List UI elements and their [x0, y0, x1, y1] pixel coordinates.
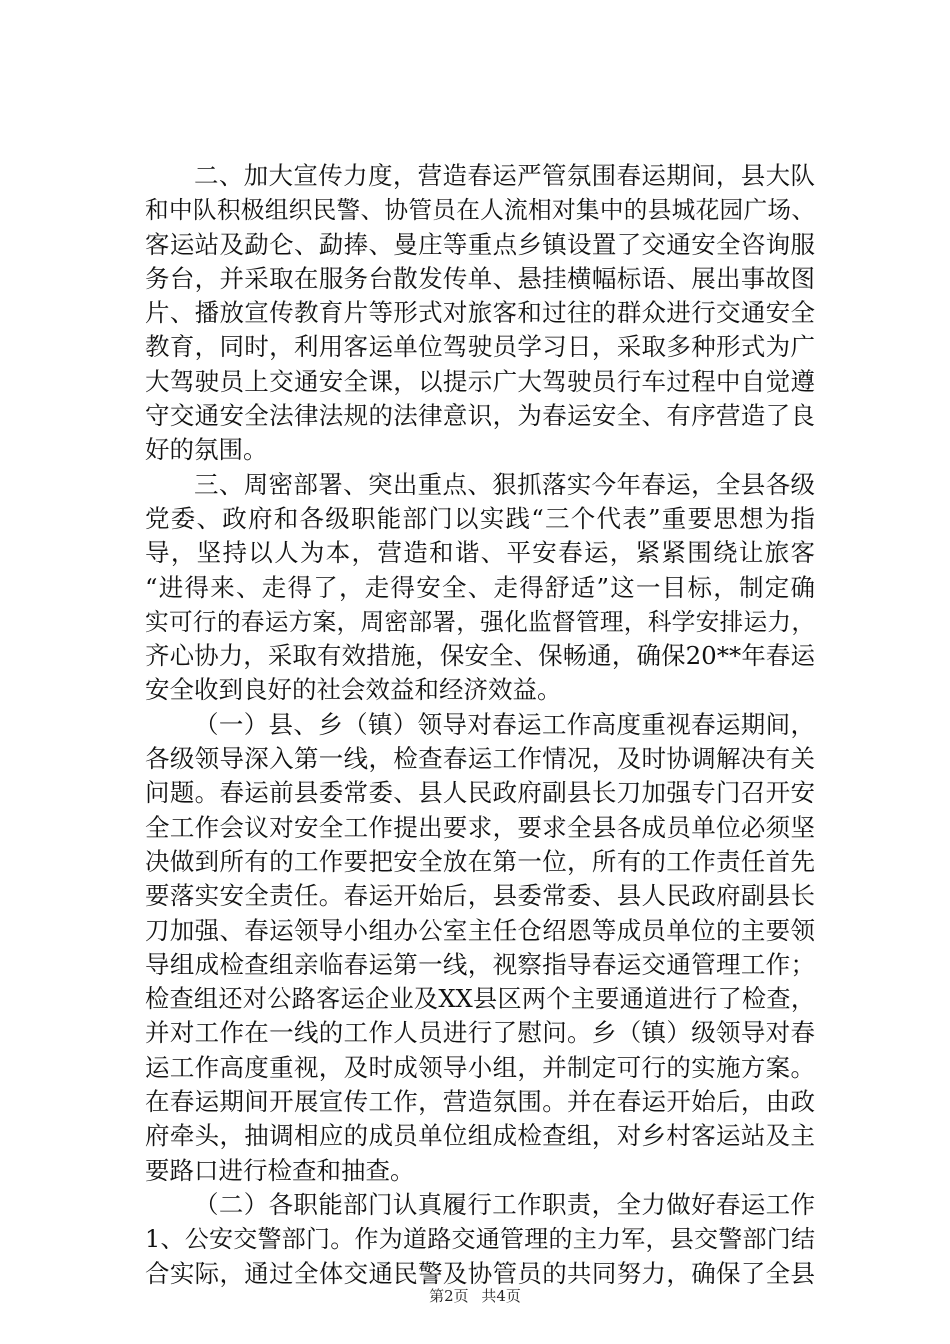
text-line: 好的氛围。: [145, 435, 268, 465]
text-line: 二、加大宣传力度，营造春运严管氛围春运期间，县大队: [194, 161, 815, 190]
text-line: 齐心协力，采取有效措施，保安全、保畅通，确保20**年春运: [145, 641, 815, 671]
document-body: [145, 159, 815, 1291]
text-line: 安全收到良好的社会效益和经济效益。: [145, 675, 562, 705]
text-line: 刀加强、春运领导小组办公室主任仓绍恩等成员单位的主要领: [145, 915, 815, 945]
text-line: 运工作高度重视，及时成领导小组，并制定可行的实施方案。: [145, 1052, 815, 1082]
text-line: （一）县、乡（镇）领导对春运工作高度重视春运期间，: [194, 709, 815, 739]
text-line: 并对工作在一线的工作人员进行了慰问。乡（镇）级领导对春: [145, 1018, 815, 1048]
text-line: 在春运期间开展宣传工作，营造氛围。并在春运开始后，由政: [145, 1087, 815, 1117]
text-line: “进得来、走得了，走得安全、走得舒适”这一目标，制定确: [145, 572, 815, 602]
text-line: 客运站及勐仑、勐捧、曼庄等重点乡镇设置了交通安全咨询服: [145, 229, 815, 259]
text-line: 府牵头，抽调相应的成员单位组成检查组，对乡村客运站及主: [145, 1121, 815, 1151]
text-line: 务台，并采取在服务台散发传单、悬挂横幅标语、展出事故图: [145, 263, 815, 293]
text-line: 1、公安交警部门。作为道路交通管理的主力军，县交警部门结: [145, 1225, 815, 1254]
text-line: 导，坚持以人为本，营造和谐、平安春运，紧紧围绕让旅客: [145, 538, 815, 568]
text-line: 大驾驶员上交通安全课，以提示广大驾驶员行车过程中自觉遵: [145, 366, 815, 396]
page-total: 共4页: [481, 1287, 521, 1305]
text-line: 要路口进行检查和抽查。: [145, 1155, 415, 1185]
text-line: 决做到所有的工作要把安全放在第一位，所有的工作责任首先: [145, 846, 815, 876]
text-line: 守交通安全法律法规的法律意识，为春运安全、有序营造了良: [145, 401, 815, 431]
text-line: 和中队积极组织民警、协管员在人流相对集中的县城花园广场、: [145, 196, 815, 225]
text-line: 问题。春运前县委常委、县人民政府副县长刀加强专门召开安: [145, 778, 815, 808]
page-footer: [0, 1286, 950, 1306]
text-line: 检查组还对公路客运企业及XX县区两个主要通道进行了检查，: [145, 985, 815, 1014]
text-line: 各级领导深入第一线，检查春运工作情况，及时协调解决有关: [145, 744, 815, 774]
text-line: 三、周密部署、突出重点、狠抓落实今年春运，全县各级: [194, 469, 815, 499]
text-line: 导组成检查组亲临春运第一线，视察指导春运交通管理工作；: [145, 949, 815, 979]
page-number: 第2页: [429, 1287, 469, 1305]
text-line: 实可行的春运方案，周密部署，强化监督管理，科学安排运力，: [145, 607, 815, 636]
text-line: 党委、政府和各级职能部门以实践“三个代表”重要思想为指: [145, 503, 815, 533]
text-line: 要落实安全责任。春运开始后，县委常委、县人民政府副县长: [145, 881, 815, 911]
text-line: （二）各职能部门认真履行工作职责，全力做好春运工作: [194, 1189, 815, 1219]
text-line: 全工作会议对安全工作提出要求，要求全县各成员单位必须坚: [145, 812, 815, 842]
text-line: 合实际，通过全体交通民警及协管员的共同努力，确保了全县: [145, 1258, 815, 1288]
text-line: 教育，同时，利用客运单位驾驶员学习日，采取多种形式为广: [145, 332, 815, 362]
text-line: 片、播放宣传教育片等形式对旅客和过往的群众进行交通安全: [145, 298, 815, 328]
